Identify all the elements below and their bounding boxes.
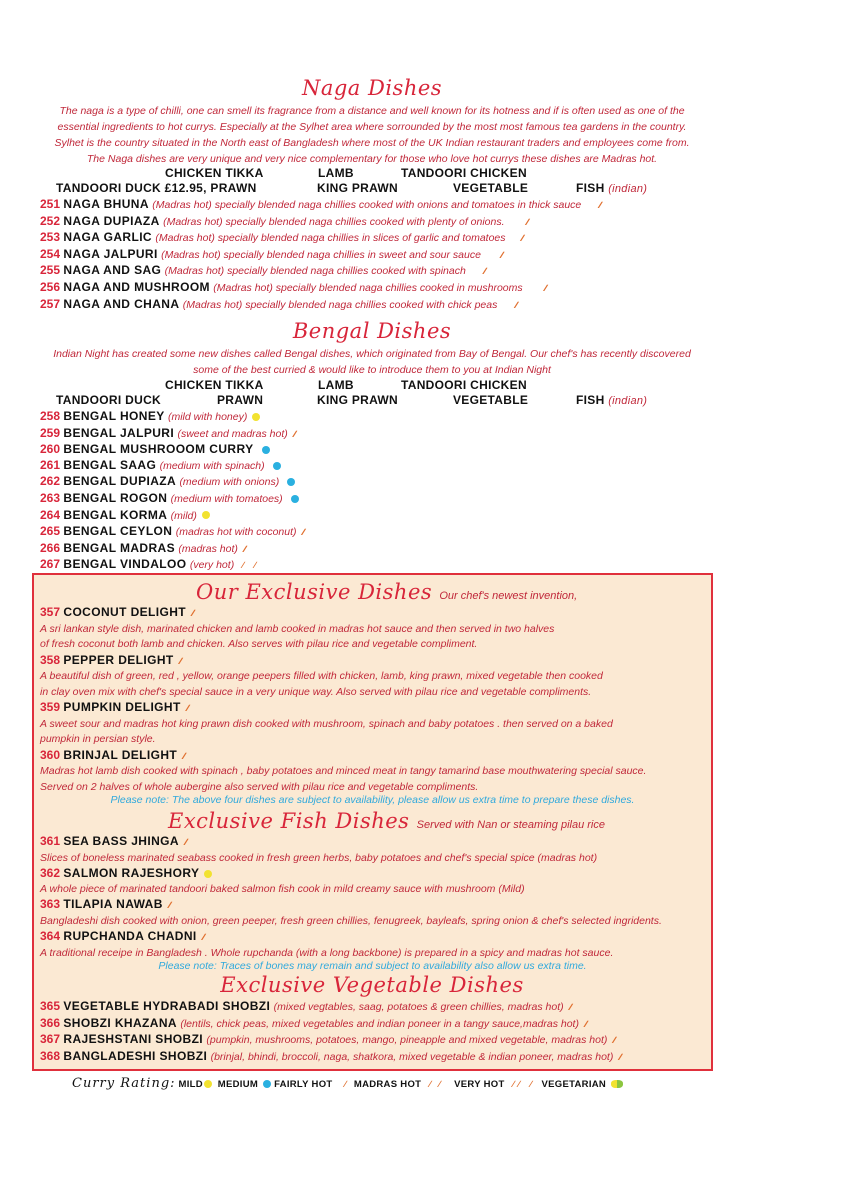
medium-dot-icon [291,495,299,503]
fish-note: (indian) [608,183,648,195]
list-item: 367 RAJESHSTANI SHOBZI (pumpkin, mushrooms, potatoes, mango, pineapple and mixed vegetable, madras hot) ∕∕ [40,1032,615,1047]
fish-subtitle: Served with Nan or steaming pilau rice [416,819,605,831]
medium-dot-icon [273,462,281,470]
naga-option: CHICKEN TIKKA [165,166,264,180]
exclusive-title: Our Exclusive Dishes Our chef's newest invention, [196,580,578,604]
list-item: 258 BENGAL HONEY (mild with honey) [40,409,304,426]
fish-dish-list [40,834,662,961]
chili-icon: ∕∕ ∕ [512,1079,536,1089]
list-item: 257 NAGA AND CHANA (Madras hot) specially blended naga chillies cooked with chick peas ∕∕ [40,296,517,311]
chili-icon: ∕∕ [302,527,304,538]
rating-medium: MEDIUM [217,1079,259,1090]
dish-description: Served on 2 halves of whole aubergine also served with pilau rice and vegetable compliments. [40,780,479,793]
naga-intro: The naga is a type of chilli, one can smell its fragrance from a distance and well known for its hotness and if is often used as one of the essential ingredients to hot currys. Especially at the Sylhet area where sorrounded by the most most famous tea gardens in the country. Sylhet is the country situated in the North east of Bangladesh where most of the UK Indian restaurant traders and employees come from. The Naga dishes are very unique and very nice complementary for those who love hot currys these dishes are Madras hot. [54,105,690,165]
dish-description: A sweet sour and madras hot king prawn dish cooked with mushroom, spinach and baby potatoes . then served on a baked [40,717,613,730]
mild-dot-icon [202,511,210,519]
medium-dot-icon [263,1080,271,1088]
list-item: 360 BRINJAL DELIGHT ∕∕ [40,747,185,762]
fish-note: (indian) [608,395,648,407]
chili-icon: ∕∕ [521,233,523,244]
list-item: 260 BENGAL MUSHROOOM CURRY [40,442,304,458]
chili-icon: ∕ ∕ [242,560,260,571]
chili-icon: ∕∕ [429,1079,449,1089]
list-item: 253 NAGA GARLIC (Madras hot) specially blended naga chillies in slices of garlic and tomatoes ∕∕ [40,230,523,245]
veg-title: Exclusive Vegetable Dishes [220,973,524,997]
list-item: 252 NAGA DUPIAZA (Madras hot) specially blended naga chillies cooked with plenty of onions. ∕∕ [40,213,528,228]
bengal-title: Bengal Dishes [292,319,452,343]
dish-description: in clay oven mix with chef's special sauce in a very unique way. Also served with pilau rice and vegetable compliments. [40,685,592,698]
list-item: 362 SALMON RAJESHORY [40,866,662,882]
bengal-option: FISH (indian) [576,393,648,407]
chili-icon: ∕∕ [619,1051,621,1062]
fish-note: Please note: Traces of bones may remain and subject to availability also allow us extra time. [158,960,587,972]
medium-dot-icon [287,478,295,486]
rating-very-hot: VERY HOT [454,1079,505,1090]
medium-dot-icon [262,446,270,454]
naga-dish-list [40,197,600,313]
chili-icon: ∕∕ [483,266,485,277]
list-item: 261 BENGAL SAAG (medium with spinach) [40,458,304,475]
chili-icon: ∕∕ [584,1018,586,1029]
bengal-option: LAMB [318,378,354,392]
dish-description: Madras hot lamb dish cooked with spinach , baby potatoes and minced meat in tangy tamarind base mouthwatering special sauce. [40,765,647,778]
chili-icon: ∕∕ [613,1035,615,1046]
naga-title: Naga Dishes [301,76,443,100]
chili-icon: ∕ [344,1079,346,1089]
bengal-dish-list [40,409,304,574]
naga-option: TANDOORI CHICKEN [401,166,527,180]
exclusive-dish-list [40,605,646,795]
chili-icon: ∕∕ [515,299,517,310]
vegetarian-icon [611,1080,623,1088]
naga-option: TANDOORI DUCK £12.95, PRAWN [56,181,257,195]
dish-description: A sri lankan style dish, marinated chicken and lamb cooked in madras hot sauce and then served in two halves [40,622,555,635]
list-item: 359 PUMPKIN DELIGHT ∕∕ [40,700,188,715]
chili-icon: ∕∕ [526,216,528,227]
naga-option: KING PRAWN [317,181,398,195]
list-item: 263 BENGAL ROGON (medium with tomatoes) [40,491,304,508]
chili-icon: ∕∕ [544,282,546,293]
chili-icon: ∕∕ [192,608,194,618]
chili-icon: ∕∕ [202,932,204,943]
mild-dot-icon [252,413,260,421]
chili-icon: ∕∕ [569,1002,571,1012]
list-item: 267 BENGAL VINDALOO (very hot) ∕ ∕ [40,557,260,572]
bengal-option: CHICKEN TIKKA [165,378,264,392]
exclusive-subtitle: Our chef's newest invention, [439,590,578,602]
list-item: 357 COCONUT DELIGHT ∕∕ [40,605,194,619]
curry-rating-legend [72,1076,623,1091]
list-item: 364 RUPCHANDA CHADNI ∕∕ [40,929,204,944]
rating-madras-hot: MADRAS HOT [353,1079,422,1090]
rating-mild: MILD [178,1079,203,1090]
dish-description: Slices of boneless marinated seabass cooked in fresh green herbs, baby potatoes and chef's special spice (madras hot) [40,851,598,864]
list-item: 266 BENGAL MADRAS (madras hot) ∕∕ [40,540,245,555]
list-item: 366 SHOBZI KHAZANA (lentils, chick peas, mixed vegetables and indian poneer in a tangy sauce,madras hot) ∕∕ [40,1015,586,1030]
dish-description: A whole piece of marinated tandoori baked salmon fish cook in mild creamy sauce with mushroom (Mild) [40,882,525,895]
rating-label: Curry Rating: [72,1076,176,1091]
chili-icon: ∕∕ [184,837,186,847]
dish-description: Bangladeshi dish cooked with onion, green peeper, fresh green chillies, fenugreek, bayleafs, spring onion & chef's selected ingridents. [40,914,662,927]
chili-icon: ∕∕ [168,900,170,911]
list-item: 251 NAGA BHUNA (Madras hot) specially blended naga chillies cooked with onions and tomatoes in thick sauce ∕∕ [40,197,601,211]
bengal-option: TANDOORI CHICKEN [401,378,527,392]
chili-icon: ∕∕ [599,200,601,210]
chili-icon: ∕∕ [500,249,502,260]
mild-dot-icon [204,870,212,878]
list-item: 265 BENGAL CEYLON (madras hot with coconut) ∕∕ [40,524,304,539]
bengal-option: PRAWN [217,393,264,407]
chili-icon: ∕∕ [186,703,188,714]
rating-vegetarian: VEGETARIAN [541,1079,607,1090]
fish-title: Exclusive Fish Dishes Served with Nan or steaming pilau rice [168,809,605,833]
rating-fairly-hot: FAIRLY HOT [274,1079,333,1090]
exclusive-note: Please note: The above four dishes are subject to availability, please allow us extra time to prepare these dishes. [110,794,635,806]
bengal-intro: Indian Night has created some new dishes called Bengal dishes, which originated from Bay of Bengal. Our chef's has recently discovered some of the best curried & would like to introduce them to you at Indian Night [53,348,691,376]
dish-description: A traditional receipe in Bangladesh . Whole rupchanda (with a long backbone) is prepared in a spicy and madras hot sauce. [40,946,614,959]
bengal-option: TANDOORI DUCK [56,393,162,407]
chili-icon: ∕∕ [293,428,295,439]
chili-icon: ∕∕ [243,543,245,554]
list-item: 262 BENGAL DUPIAZA (medium with onions) [40,474,304,491]
naga-option: VEGETABLE [453,181,529,195]
veg-dish-list [40,999,620,1065]
list-item: 363 TILAPIA NAWAB ∕∕ [40,897,170,912]
chili-icon: ∕∕ [179,655,181,666]
list-item: 365 VEGETABLE HYDRABADI SHOBZI (mixed vegtables, saag, potatoes & green chillies, madras hot) ∕∕ [40,999,571,1013]
naga-option: FISH (indian) [576,181,648,195]
list-item: 254 NAGA JALPURI (Madras hot) specially blended naga chillies in sweet and sour sauce ∕∕ [40,246,502,261]
bengal-option: VEGETABLE [453,393,529,407]
mild-dot-icon [204,1080,212,1088]
dish-description: of fresh coconut both lamb and chicken. Also serves with pilau rice and vegetable compliment. [40,638,478,651]
naga-option: LAMB [318,166,354,180]
list-item: 358 PEPPER DELIGHT ∕∕ [40,652,181,667]
bengal-option: KING PRAWN [317,393,398,407]
list-item: 264 BENGAL KORMA (mild) [40,508,304,525]
list-item: 255 NAGA AND SAG (Madras hot) specially blended naga chillies cooked with spinach ∕∕ [40,263,485,278]
list-item: 368 BANGLADESHI SHOBZI (brinjal, bhindi, broccoli, naga, shatkora, mixed vegetable & indian poneer, madras hot) ∕∕ [40,1048,621,1063]
list-item: 259 BENGAL JALPURI (sweet and madras hot) ∕∕ [40,425,295,440]
dish-description: pumpkin in persian style. [40,733,156,746]
dish-description: A beautiful dish of green, red , yellow, orange peepers filled with chicken, lamb, king prawn, mixed vegetable then cooked [40,670,603,683]
chili-icon: ∕∕ [183,750,185,761]
list-item: 361 SEA BASS JHINGA ∕∕ [40,834,186,848]
list-item: 256 NAGA AND MUSHROOM (Madras hot) specially blended naga chillies cooked in mushrooms ∕∕ [40,279,546,294]
